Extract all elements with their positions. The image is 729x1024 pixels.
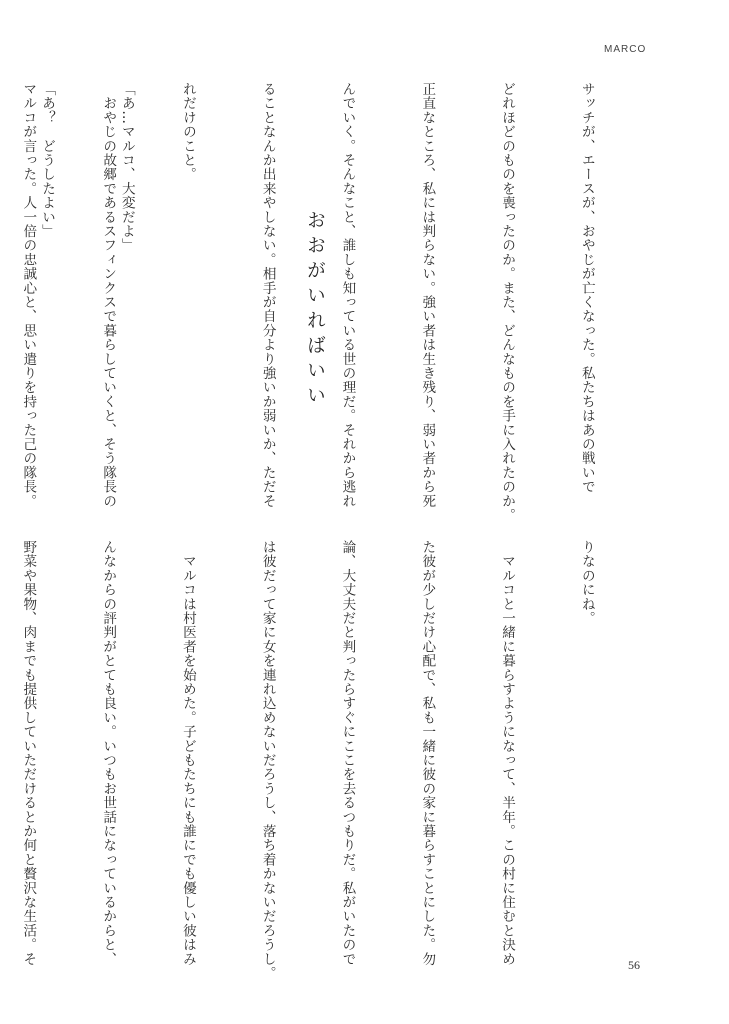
text-line: どれほどのものを喪ったのか。また、どんなものを手に入れたのか。 [499,82,516,523]
text-line: 「あ…マルコ、大変だよ」 [118,82,135,253]
text-line: れだけのこと。 [179,82,196,182]
text-line: サッチが、エースが、おやじが亡くなった。私たちはあの戦いで [578,82,595,494]
text-line: た彼が少しだけ心配で、私も一緒に彼の家に暮らすことにした。勿 [419,540,436,966]
text-line: 正直なところ、私には判らない。強い者は生き残り、弱い者から死 [419,82,436,508]
text-line: マルコは村医者を始めた。子どもたちにも誰にでも優しい彼はみ [179,540,196,966]
text-line: 論、大丈夫だと判ったらすぐにここを去るつもりだ。私がいたので [339,540,356,966]
text-line: おやじの故郷であるスフィンクスで暮らしていくと、そう隊長の [100,82,117,508]
text-line: 「あ？ どうしたよい」 [39,82,56,239]
text-line: りなのにね。 [578,540,595,626]
page-number: 56 [628,958,640,972]
text-line: マルコが言った。人一倍の忠誠心と、思い遣りを持った己の隊長。 [20,82,37,508]
body-text-top-left [39,82,193,508]
text-line: 野菜や果物、肉までも提供していただけるとか何と贅沢な生活。そ [20,540,37,966]
text-line: んでいく。そんなこと、誰しも知っている世の理だ。それから逃れ [339,82,356,508]
text-line: んなからの評判がとても良い。いつもお世話になっているからと、 [100,540,117,966]
running-title: MARCO [604,44,647,55]
text-line: は彼だって家に女を連れ込めないだろうし、落ち着かないだろうし。 [259,540,276,981]
text-line: ることなんか出来やしない。相手が自分より強いか弱いか、ただそ [259,82,276,508]
text-line: マルコと一緒に暮らすようになって、半年。この村に住むと決め [499,540,516,966]
chapter-title: おおがいればいい [304,210,326,410]
